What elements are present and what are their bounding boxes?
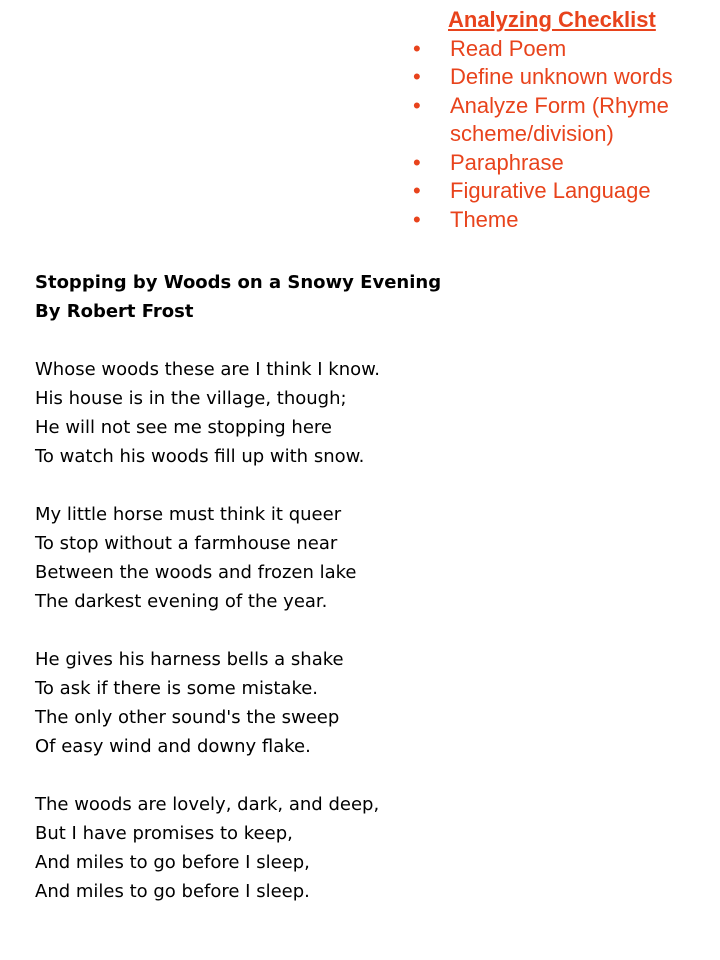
checklist-item-label: Read Poem <box>450 35 567 61</box>
poem-line: The darkest evening of the year. <box>35 591 328 612</box>
checklist-title: Analyzing Checklist <box>448 7 656 32</box>
poem-line: Whose woods these are I think I know. <box>35 359 380 380</box>
bullet-icon: • <box>413 149 421 175</box>
analyzing-checklist <box>410 6 715 234</box>
bullet-icon: • <box>413 92 421 118</box>
poem-line: To ask if there is some mistake. <box>35 678 319 699</box>
bullet-icon: • <box>413 64 421 89</box>
poem-line: To watch his woods fill up with snow. <box>35 446 365 467</box>
poem-line: And miles to go before I sleep. <box>35 881 310 902</box>
stanza-2 <box>35 500 455 616</box>
checklist-item <box>410 206 715 235</box>
stanza-3 <box>35 645 455 761</box>
poem-line: The only other sound's the sweep <box>35 707 340 728</box>
poem-author: By Robert Frost <box>35 301 194 322</box>
poem-line: His house is in the village, though; <box>35 388 347 409</box>
poem-line: My little horse must think it queer <box>35 504 342 525</box>
poem-line: To stop without a farmhouse near <box>35 533 338 554</box>
poem-title: Stopping by Woods on a Snowy Evening <box>35 272 442 293</box>
checklist-item-label: Figurative Language <box>450 178 651 203</box>
bullet-icon: • <box>413 206 421 232</box>
checklist-item <box>410 92 715 149</box>
checklist-item-label: Paraphrase <box>450 149 564 175</box>
checklist-item-label: Theme <box>450 206 519 232</box>
checklist-item <box>410 177 715 206</box>
checklist-item <box>410 35 715 64</box>
poem-line: He gives his harness bells a shake <box>35 649 344 670</box>
poem-line: He will not see me stopping here <box>35 417 332 438</box>
stanza-4 <box>35 790 455 906</box>
poem-line: Between the woods and frozen lake <box>35 562 357 583</box>
poem-line: And miles to go before I sleep, <box>35 852 310 873</box>
checklist-item <box>410 63 715 92</box>
checklist-item <box>410 149 715 178</box>
stanza-1 <box>35 355 455 471</box>
poem-line: The woods are lovely, dark, and deep, <box>35 794 380 815</box>
bullet-icon: • <box>413 178 421 203</box>
bullet-icon: • <box>413 35 421 61</box>
poem-line: Of easy wind and downy flake. <box>35 736 311 757</box>
poem <box>35 268 455 935</box>
poem-line: But I have promises to keep, <box>35 823 293 844</box>
checklist-item-label: Analyze Form (Rhyme scheme/division) <box>450 92 669 146</box>
checklist-list <box>410 35 715 235</box>
checklist-item-label: Define unknown words <box>450 64 673 89</box>
